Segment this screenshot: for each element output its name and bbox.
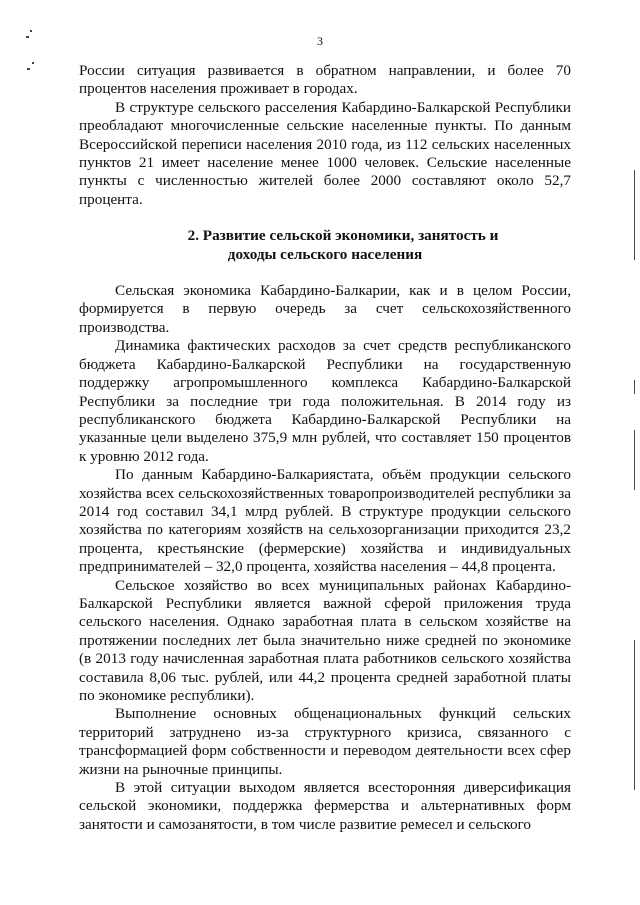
paragraph: По данным Кабардино-Балкариястата, объём продукции сельского хозяйства всех сельскохозяйственных товаропроизводителей республики за 2014 год составил 34,1 млрд рублей. В структуре продукции сельского хозяйства по категориям хозяйств на сельхозорганизации приходится 23,2 процента, крестьянские (фермерские) хозяйства и индивидуальных предпринимателей – 32,0 процента, хозяйства населения – 44,8 процента. — [79, 466, 571, 576]
scan-mark — [27, 68, 30, 70]
document-body — [79, 62, 571, 834]
scan-edge-mark — [634, 380, 635, 394]
paragraph: В этой ситуации выходом является всесторонняя диверсификация сельской экономики, поддержка фермерства и альтернативных форм занятости и самозанятости, в том числе развитие ремесел и сельского — [79, 779, 571, 833]
scan-edge-mark — [634, 640, 635, 790]
scan-mark — [30, 30, 32, 32]
paragraph: В структуре сельского расселения Кабардино-Балкарской Республики преобладают многочисленные сельские населенные пункты. По данным Всероссийской переписи населения 2010 года, из 112 сельских населенных пунктов 21 имеет население менее 1000 человек. Сельские населенные пункты с численностью жителей более 2000 составляют около 52,7 процента. — [79, 98, 571, 208]
scan-edge-mark — [634, 170, 635, 260]
paragraph: Выполнение основных общенациональных функций сельских территорий затруднено из-за структурного кризиса, связанного с трансформацией форм собственности и переводом деятельности всех сфер жизни на рыночные принципы. — [79, 705, 571, 778]
scan-mark — [26, 36, 29, 38]
section-heading: 2. Развитие сельской экономики, занятость и доходы сельского населения — [187, 227, 499, 263]
paragraph: Сельское хозяйство во всех муниципальных районах Кабардино-Балкарской Республики является важной сферой приложения труда сельского населения. Однако заработная плата в сельском хозяйстве на протяжении последних лет была значительно ниже средней по экономике (в 2013 году начисленная заработная плата работников сельского хозяйства составила 8,06 тыс. рублей, или 44,2 процента средней заработной платы по экономике республики). — [79, 576, 571, 704]
page-number: 3 — [317, 34, 323, 48]
paragraph: России ситуация развивается в обратном направлении, и более 70 процентов населения проживает в городах. — [79, 62, 571, 98]
scan-mark — [32, 62, 34, 64]
scan-edge-mark — [634, 430, 635, 490]
paragraph: Динамика фактических расходов за счет средств республиканского бюджета Кабардино-Балкарской Республики на государственную поддержку агропромышленного комплекса Кабардино-Балкарской Республики за последние три года положительная. В 2014 году из республиканского бюджета Кабардино-Балкарской Республики на указанные цели выделено 375,9 млн рублей, что составляет 150 процентов к уровню 2012 года. — [79, 337, 571, 465]
paragraph: Сельская экономика Кабардино-Балкарии, как и в целом России, формируется в первую очередь за счет сельскохозяйственного производства. — [79, 282, 571, 336]
